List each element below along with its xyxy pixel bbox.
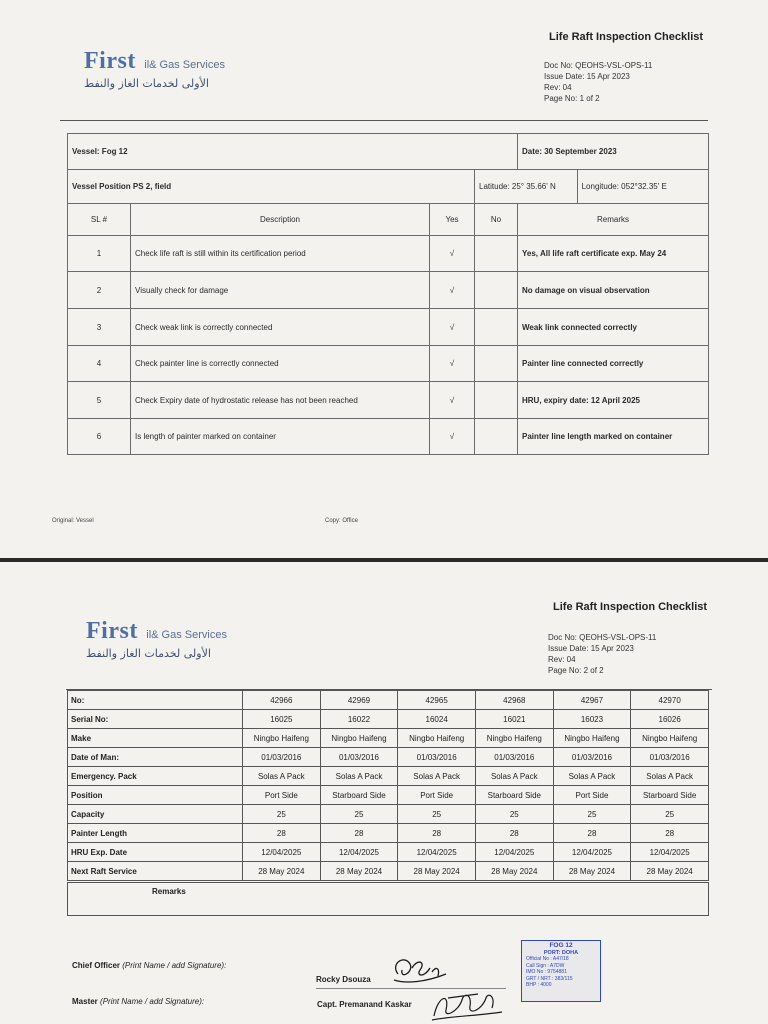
master-signature [428,986,508,1024]
raft-cell: Ningbo Haifeng [320,729,398,748]
raft-cell: 25 [631,805,709,824]
table-row [68,691,709,710]
vessel-position-cell: Vessel Position PS 2, field [68,170,475,204]
document-meta [544,60,652,104]
footer-original: Original: Vessel [52,518,94,524]
row-yes: √ [430,346,475,382]
raft-cell: Solas A Pack [398,767,476,786]
footer-copy: Copy: Office [325,518,358,524]
chief-officer-name: Rocky Dsouza [316,975,371,984]
header-yes: Yes [430,204,475,236]
raft-cell: 12/04/2025 [320,843,398,862]
row-label: Make [68,729,243,748]
table-row [68,748,709,767]
header-remarks: Remarks [518,204,709,236]
issue-date: Issue Date: 15 Apr 2023 [544,72,630,81]
raft-cell: Solas A Pack [243,767,321,786]
raft-cell: 16023 [553,710,631,729]
raft-cell: 42966 [243,691,321,710]
logo-arabic-text: الأولى لخدمات الغاز والنفط [86,647,211,660]
table-row [68,824,709,843]
logo-rest-text: il& Gas Services [146,629,227,641]
raft-cell: Port Side [398,786,476,805]
raft-cell: 42970 [631,691,709,710]
row-yes: √ [430,419,475,455]
table-row [68,272,709,309]
vessel-row [68,134,709,170]
table-row [68,805,709,824]
raft-cell: 16024 [398,710,476,729]
logo-first-text: First [84,48,136,74]
raft-cell: 42967 [553,691,631,710]
raft-cell: Ningbo Haifeng [398,729,476,748]
raft-cell: 16026 [631,710,709,729]
raft-cell: 12/04/2025 [398,843,476,862]
stamp-line: IMO No : 9754881 [526,969,567,975]
header-sl: SL # [68,204,131,236]
row-no [475,309,518,346]
raft-cell: 01/03/2016 [398,748,476,767]
row-no [475,382,518,419]
raft-cell: Solas A Pack [631,767,709,786]
chief-officer-hint: (Print Name / add Signature): [122,961,227,970]
doc-number: Doc No: QEOHS-VSL-OPS-11 [548,633,657,642]
raft-cell: 25 [243,805,321,824]
raft-cell: 12/04/2025 [631,843,709,862]
table-row [68,786,709,805]
chief-officer-signature [386,950,456,990]
table-row [68,767,709,786]
raft-cell: 28 May 2024 [398,862,476,881]
raft-cell: Port Side [553,786,631,805]
master-name: Capt. Premanand Kaskar [317,1000,412,1009]
issue-date: Issue Date: 15 Apr 2023 [548,644,634,653]
vessel-stamp [521,940,601,1002]
raft-cell: Starboard Side [631,786,709,805]
row-no [475,236,518,272]
raft-cell: 16025 [243,710,321,729]
header-description: Description [131,204,430,236]
raft-cell: 28 May 2024 [631,862,709,881]
revision: Rev: 04 [548,655,576,664]
raft-cell: 28 May 2024 [243,862,321,881]
date-cell: Date: 30 September 2023 [518,134,709,170]
raft-cell: Solas A Pack [320,767,398,786]
row-description: Check life raft is still within its certification period [131,236,430,272]
row-no [475,272,518,309]
row-sl: 2 [68,272,131,309]
raft-cell: 42968 [475,691,553,710]
row-label: HRU Exp. Date [68,843,243,862]
inspection-table [67,133,709,455]
vessel-cell: Vessel: Fog 12 [68,134,518,170]
master-title: Master [72,997,98,1006]
document-meta [548,632,656,676]
life-raft-table [67,690,709,881]
raft-cell: Ningbo Haifeng [475,729,553,748]
stamp-line: GRT / NRT : 383/115 [526,975,573,982]
table-row [68,729,709,748]
row-description: Visually check for damage [131,272,430,309]
row-sl: 3 [68,309,131,346]
latitude-cell: Latitude: 25° 35.66' N [475,170,578,204]
table-row [68,236,709,272]
raft-cell: Ningbo Haifeng [553,729,631,748]
row-label: Capacity [68,805,243,824]
chief-officer-title: Chief Officer [72,961,121,970]
raft-cell: 28 [475,824,553,843]
row-sl: 1 [68,236,131,272]
raft-cell: 12/04/2025 [553,843,631,862]
raft-cell: 12/04/2025 [475,843,553,862]
stamp-title: FOG 12 [549,942,573,949]
table-row [68,382,709,419]
row-description: Check weak link is correctly connected [131,309,430,346]
row-label: Emergency. Pack [68,767,243,786]
raft-cell: Solas A Pack [475,767,553,786]
longitude-cell: Longitude: 052°32.35' E [577,170,708,204]
row-yes: √ [430,309,475,346]
raft-cell: 28 [553,824,631,843]
row-description: Is length of painter marked on container [131,419,430,455]
header-row [68,204,709,236]
header-rule [60,120,708,121]
row-yes: √ [430,236,475,272]
raft-cell: 16021 [475,710,553,729]
master-label [72,997,204,1006]
row-label: Next Raft Service [68,862,243,881]
raft-cell: 01/03/2016 [243,748,321,767]
position-row [68,170,709,204]
row-remarks: No damage on visual observation [518,272,709,309]
row-label: Serial No: [68,710,243,729]
page-title: Life Raft Inspection Checklist [549,31,704,43]
raft-cell: Starboard Side [475,786,553,805]
raft-cell: 42969 [320,691,398,710]
table-row [68,843,709,862]
page-title: Life Raft Inspection Checklist [553,601,708,613]
table-row [68,862,709,881]
table-row [68,419,709,455]
logo-arabic-text: الأولى لخدمات الغاز والنفط [84,77,209,90]
row-sl: 6 [68,419,131,455]
raft-cell: 28 [631,824,709,843]
raft-cell: 01/03/2016 [631,748,709,767]
raft-cell: Solas A Pack [553,767,631,786]
logo-first-text: First [86,618,138,644]
row-label: Date of Man: [68,748,243,767]
raft-cell: 25 [553,805,631,824]
table-row [68,346,709,382]
row-sl: 4 [68,346,131,382]
raft-cell: 25 [320,805,398,824]
raft-cell: 25 [398,805,476,824]
remarks-box [67,882,709,916]
raft-cell: 28 [320,824,398,843]
row-sl: 5 [68,382,131,419]
raft-cell: 25 [475,805,553,824]
stamp-port: PORT: DOHA [543,949,579,956]
row-description: Check painter line is correctly connected [131,346,430,382]
row-yes: √ [430,272,475,309]
remarks-label: Remarks [152,887,186,896]
page-number: Page No: 1 of 2 [544,94,600,103]
raft-cell: 01/03/2016 [320,748,398,767]
raft-cell: 28 May 2024 [320,862,398,881]
row-no [475,346,518,382]
row-remarks: Painter line connected correctly [518,346,709,382]
row-remarks: Weak link connected correctly [518,309,709,346]
raft-cell: 01/03/2016 [475,748,553,767]
company-logo [84,48,225,90]
raft-cell: 01/03/2016 [553,748,631,767]
row-remarks: HRU, expiry date: 12 April 2025 [518,382,709,419]
stamp-line: BHP : 4000 [526,982,552,988]
doc-number: Doc No: QEOHS-VSL-OPS-11 [544,61,653,70]
raft-cell: 28 [243,824,321,843]
raft-cell: 28 May 2024 [475,862,553,881]
table-row [68,309,709,346]
chief-officer-label [72,961,226,970]
row-remarks: Yes, All life raft certificate exp. May 24 [518,236,709,272]
row-label: Position [68,786,243,805]
raft-cell: Ningbo Haifeng [631,729,709,748]
stamp-line: Official No : A47/18 [526,956,569,962]
company-logo [86,618,227,660]
row-label: Painter Length [68,824,243,843]
row-description: Check Expiry date of hydrostatic release has not been reached [131,382,430,419]
raft-cell: 12/04/2025 [243,843,321,862]
row-remarks: Painter line length marked on container [518,419,709,455]
raft-cell: Ningbo Haifeng [243,729,321,748]
row-yes: √ [430,382,475,419]
stamp-line: Call Sign : A7DW [526,962,565,969]
revision: Rev: 04 [544,83,572,92]
logo-rest-text: il& Gas Services [144,59,225,71]
raft-cell: Port Side [243,786,321,805]
raft-cell: Starboard Side [320,786,398,805]
row-label: No: [68,691,243,710]
raft-cell: 28 May 2024 [553,862,631,881]
header-no: No [475,204,518,236]
master-hint: (Print Name / add Signature): [100,997,205,1006]
raft-cell: 28 [398,824,476,843]
raft-cell: 42965 [398,691,476,710]
row-no [475,419,518,455]
raft-cell: 16022 [320,710,398,729]
page-number: Page No: 2 of 2 [548,666,604,675]
table-row [68,710,709,729]
